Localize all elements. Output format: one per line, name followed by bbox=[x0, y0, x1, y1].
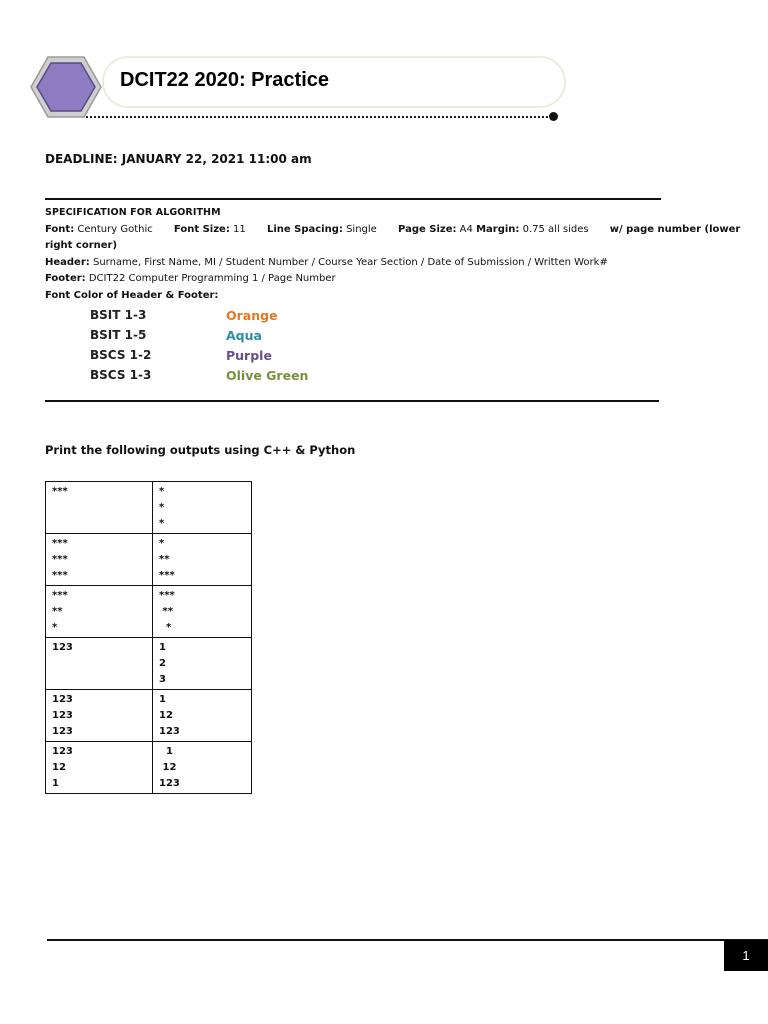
bottom-divider bbox=[45, 400, 659, 402]
top-divider bbox=[45, 198, 661, 200]
section-color: Purple bbox=[226, 347, 272, 363]
pattern-cell: *** ** * bbox=[153, 586, 252, 638]
spec-format-line-cont bbox=[45, 238, 735, 255]
section-row bbox=[90, 345, 308, 365]
pattern-cell: 1 12 123 bbox=[153, 690, 252, 742]
section-name: BSIT 1-3 bbox=[90, 308, 147, 322]
section-name: BSCS 1-2 bbox=[90, 348, 152, 362]
section-color: Olive Green bbox=[226, 367, 309, 383]
font-value: Century Gothic bbox=[77, 223, 153, 235]
font-color-label: Font Color of Header & Footer: bbox=[45, 289, 219, 301]
font-size-label: Font Size: bbox=[173, 223, 230, 235]
section-row bbox=[90, 305, 308, 325]
margin-value: 0.75 all sides bbox=[522, 223, 589, 235]
deadline-text: DEADLINE: JANUARY 22, 2021 11:00 am bbox=[45, 152, 312, 166]
pattern-cell: *** *** *** bbox=[46, 534, 153, 586]
pattern-cell: * ** *** bbox=[153, 534, 252, 586]
spec-footer-line bbox=[45, 271, 735, 288]
output-patterns-table bbox=[45, 481, 252, 794]
section-color: Orange bbox=[226, 307, 278, 323]
page-number-box bbox=[724, 940, 768, 971]
pattern-cell: 1 2 3 bbox=[153, 638, 252, 690]
footer-label: Footer: bbox=[45, 273, 86, 284]
page-title: DCIT22 2020: Practice bbox=[120, 69, 330, 91]
spec-block bbox=[45, 205, 741, 304]
pattern-cell: 123 bbox=[46, 638, 153, 690]
page-number-note: w/ page number (lower bbox=[609, 223, 741, 235]
page-number: 1 bbox=[742, 948, 750, 963]
font-size-value: 11 bbox=[233, 223, 246, 235]
section-color-list bbox=[90, 305, 308, 385]
table-row bbox=[46, 742, 252, 794]
section-row bbox=[90, 365, 308, 385]
section-row bbox=[90, 325, 308, 345]
table-row bbox=[46, 534, 252, 586]
footer-divider bbox=[47, 939, 768, 941]
pattern-cell: *** ** * bbox=[46, 586, 153, 638]
pattern-cell: 1 12 123 bbox=[153, 742, 252, 794]
section-name: BSIT 1-5 bbox=[90, 328, 147, 342]
section-color: Aqua bbox=[226, 327, 262, 343]
header-line-end-dot bbox=[549, 112, 558, 121]
header-value: Surname, First Name, MI / Student Number / Course Year Section / Date of Submission / Written Work# bbox=[92, 256, 608, 268]
table-row bbox=[46, 482, 252, 534]
spec-font-color-line bbox=[45, 288, 735, 305]
spec-format-line bbox=[45, 222, 741, 239]
pattern-cell: 123 123 123 bbox=[46, 690, 153, 742]
instruction-text: Print the following outputs using C++ & Python bbox=[45, 443, 356, 457]
font-label: Font: bbox=[45, 223, 75, 235]
page-size-label: Page Size: bbox=[398, 223, 457, 235]
section-name: BSCS 1-3 bbox=[90, 368, 152, 382]
pattern-cell: 123 12 1 bbox=[46, 742, 153, 794]
margin-label: Margin: bbox=[476, 223, 520, 235]
header-dotted-line bbox=[86, 116, 552, 118]
page-size-value: A4 bbox=[459, 223, 473, 235]
header-label: Header: bbox=[45, 256, 90, 268]
footer-value: DCIT22 Computer Programming 1 / Page Number bbox=[88, 273, 336, 284]
pattern-cell: *** bbox=[46, 482, 153, 534]
spec-header-line bbox=[45, 255, 735, 272]
table-row bbox=[46, 690, 252, 742]
pattern-cell: * * * bbox=[153, 482, 252, 534]
table-row bbox=[46, 638, 252, 690]
page-number-note-cont: right corner) bbox=[45, 240, 118, 251]
line-spacing-label: Line Spacing: bbox=[266, 223, 343, 235]
line-spacing-value: Single bbox=[346, 223, 377, 235]
table-row bbox=[46, 586, 252, 638]
spec-heading: SPECIFICATION FOR ALGORITHM bbox=[45, 207, 221, 218]
hexagon-badge-icon bbox=[30, 55, 102, 119]
